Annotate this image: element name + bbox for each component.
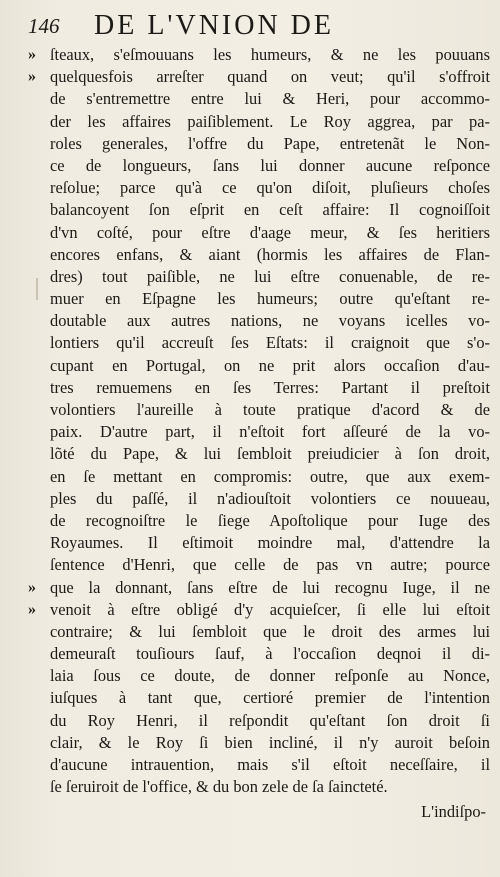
line-text: d'vn coſté, pour eſtre d'aage meur, & ſes heritiers	[50, 222, 490, 242]
line-text: ſe ſeruiroit de l'office, & du bon zele de ſa ſaincteté.	[50, 777, 388, 797]
line-text: lontiers qu'il accreuſt ſes Eſtats: il craignoit que s'o-	[50, 333, 490, 353]
text-line	[50, 488, 490, 510]
text-line	[50, 687, 490, 709]
text-line	[50, 355, 490, 377]
line-text: volontiers l'aureille à toute pratique d'acord & de	[50, 400, 490, 419]
text-line	[50, 399, 490, 421]
text-line	[50, 732, 490, 754]
line-text: muer en Eſpagne les humeurs; outre qu'eſtant re-	[50, 289, 490, 309]
margin-bracket	[36, 278, 38, 300]
body-text	[28, 44, 490, 798]
line-text: der les affaires paiſiblement. Le Roy aggrea, par pa-	[50, 111, 490, 131]
line-text: encores enfans, & aiant (hormis les affaires de Flan-	[50, 244, 490, 264]
line-text: ce de longueurs, ſans lui donner aucune reſponce	[50, 155, 490, 175]
line-text: en ſe mettant en compromis: outre, que aux exem-	[50, 466, 490, 486]
text-line	[50, 621, 490, 643]
line-text: iuſques à tant que, certioré premier de l'intention	[50, 688, 490, 708]
line-text: de s'entremettre entre lui & Heri, pour accommo-	[50, 89, 490, 109]
text-line	[50, 266, 490, 288]
text-line	[28, 599, 490, 621]
quotation-marker: »	[28, 578, 36, 596]
quotation-marker: »	[28, 46, 36, 63]
text-line	[28, 44, 490, 66]
line-text: Royaumes. Il eſtimoit moindre mal, d'attendre la	[50, 533, 490, 553]
text-line	[50, 776, 490, 798]
text-line	[50, 532, 490, 554]
text-line	[50, 222, 490, 244]
page-header	[28, 8, 488, 42]
line-text: roles generales, l'offre du Pape, entretenãt le Non-	[50, 133, 490, 153]
text-line	[50, 199, 490, 221]
line-text: ſteaux, s'eſmouuans les humeurs, & ne les pouuans	[50, 45, 490, 64]
text-line	[50, 443, 490, 465]
line-text: ſentence d'Henri, que celle de pas vn autre; pource	[50, 555, 490, 575]
line-text: venoit à eſtre obligé d'y acquieſcer, ſi elle lui eſtoit	[50, 599, 490, 619]
line-text: paix. D'autre part, il n'eſtoit fort aſſeuré de la vo-	[50, 422, 490, 442]
line-text: doutable aux autres nations, ne voyans icelles vo-	[50, 311, 490, 331]
line-text: reſolue; parce qu'à ce qu'on diſoit, pluſieurs choſes	[50, 178, 490, 198]
line-text: du Roy Henri, il reſpondit qu'eſtant ſon droit ſi	[50, 710, 490, 730]
text-line	[50, 310, 490, 332]
line-text: dres) tout paiſible, ne lui eſtre conuenable, de re-	[50, 266, 490, 286]
catchword: L'indiſpo-	[421, 801, 486, 821]
text-line	[50, 111, 490, 133]
text-line	[50, 244, 490, 266]
text-line	[50, 510, 490, 532]
running-head: DE L'VNION DE	[94, 10, 335, 41]
quotation-marker: »	[28, 600, 36, 618]
text-line	[50, 133, 490, 155]
text-line	[50, 177, 490, 199]
line-text: laia ſous ce doute, de donner reſponſe au Nonce,	[50, 666, 490, 686]
line-text: clair, & le Roy ſi bien incliné, il n'y auroit beſoin	[50, 732, 490, 752]
text-line	[50, 155, 490, 177]
text-line	[28, 577, 490, 599]
line-text: cupant en Portugal, on ne prit alors occaſion d'au-	[50, 355, 490, 375]
line-text: ples du paſſé, il n'adiouſtoit volontiers ce nouueau,	[50, 488, 490, 508]
text-line	[50, 710, 490, 732]
line-text: lõté du Pape, & lui ſembloit preiudicier à ſon droit,	[50, 444, 490, 464]
line-text: contraire; & lui ſembloit que le droit des armes lui	[50, 621, 490, 641]
line-text: quelquesfois arreſter quand on veut; qu'il s'offroit	[50, 67, 490, 87]
text-line	[50, 665, 490, 687]
text-line	[50, 332, 490, 354]
text-line	[50, 643, 490, 665]
line-text: tres remuemens en ſes Terres: Partant il preſtoit	[50, 377, 490, 397]
text-line	[50, 554, 490, 576]
line-text: que la donnant, ſans eſtre de lui recognu Iuge, il ne	[50, 577, 490, 597]
text-line	[28, 66, 490, 88]
line-text: de recognoiſtre le ſiege Apoſtolique pour Iuge des	[50, 510, 490, 530]
text-line	[50, 466, 490, 488]
line-text: demeuraſt touſiours ſauf, à l'occaſion deqnoi il di-	[50, 644, 490, 664]
text-line	[50, 377, 490, 399]
text-line	[50, 288, 490, 310]
quotation-marker: »	[28, 68, 36, 86]
line-text: balancoyent ſon eſprit en ceſt affaire: Il cognoiſſoit	[50, 200, 490, 220]
text-line	[50, 88, 490, 110]
line-text: d'aucune intrauention, mais s'il eſtoit neceſſaire, il	[50, 755, 490, 774]
text-line	[50, 754, 490, 776]
text-line	[50, 421, 490, 443]
page-number: 146	[28, 14, 60, 38]
